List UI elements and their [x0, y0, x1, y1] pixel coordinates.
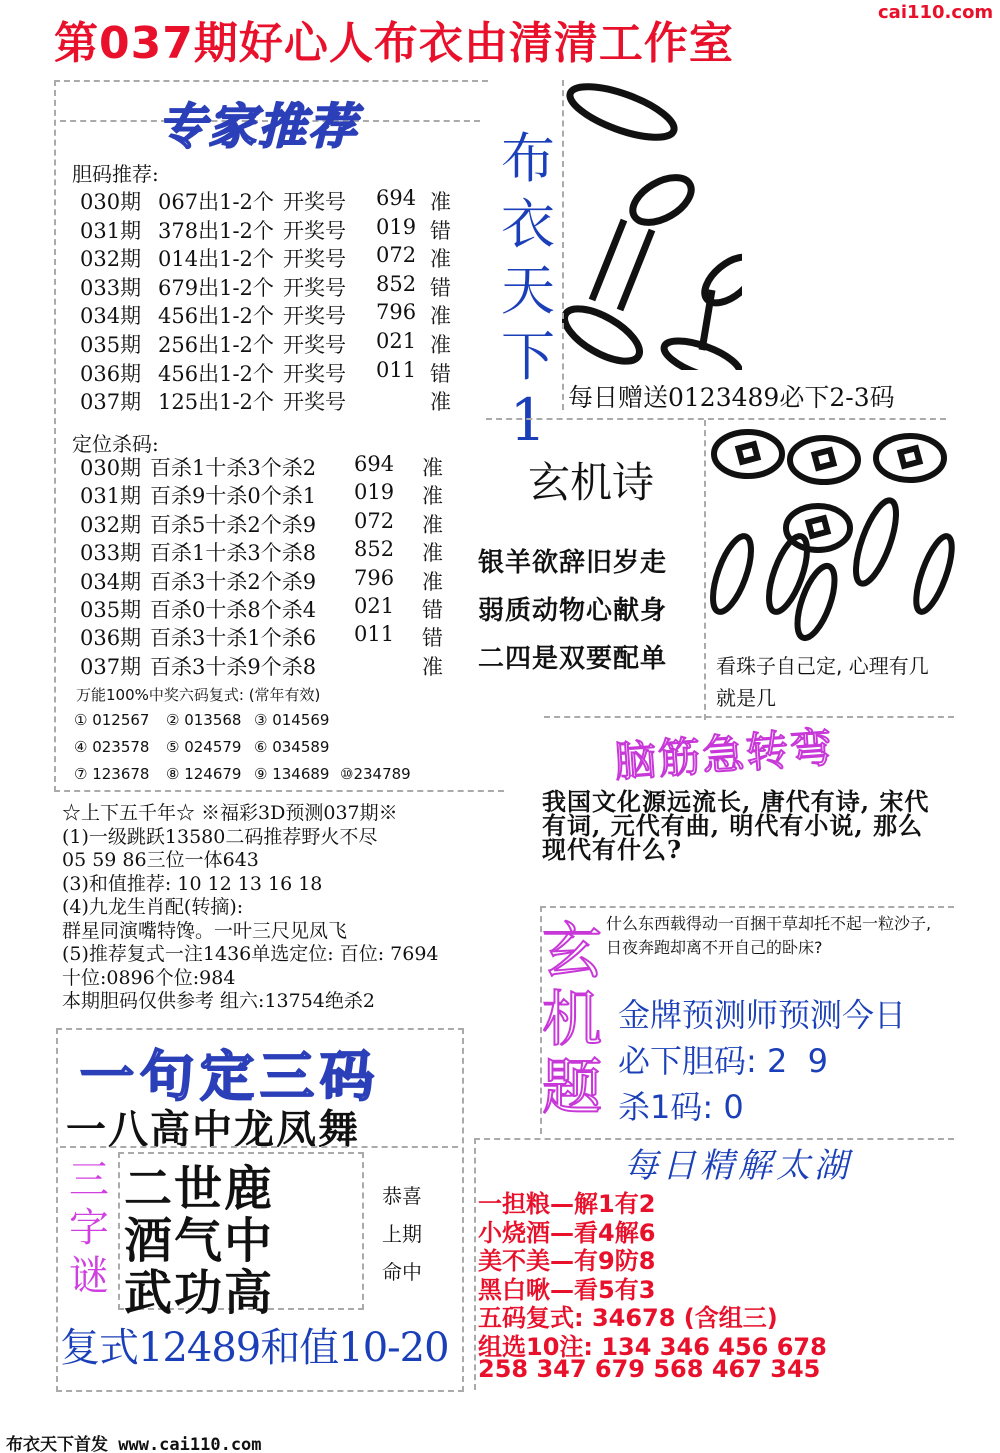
beads-underline [544, 716, 954, 718]
six-combo: ③ 014569 [254, 711, 330, 729]
forecast-line: 05 59 86三位一体643 [62, 849, 259, 871]
forecast-line: 本期胆码仅供参考 组六:13754绝杀2 [62, 990, 375, 1012]
dan-period: 037期 [80, 390, 142, 415]
sanzi-label [62, 1156, 116, 1300]
forecast-line: (3)和值推荐: 10 12 13 16 18 [62, 872, 323, 895]
dan-period: 031期 [80, 218, 142, 243]
six-label: 万能100%中奖六码复式: (常年有效) [76, 686, 321, 704]
dan-result: 019 [376, 214, 417, 239]
kill-period: 033期 [80, 541, 142, 566]
taihu-heading: 每日精解太湖 [624, 1146, 852, 1186]
dan-result: 852 [376, 271, 417, 296]
dan-tag: 开奖号 [283, 247, 346, 272]
kill-period: 034期 [80, 569, 142, 594]
taihu-line: 组选10注: 134 346 456 678 [478, 1332, 827, 1361]
dan-status: 准 [430, 190, 451, 214]
dan-result: 011 [376, 357, 417, 382]
dan-pick: 456出1-2个 [158, 304, 274, 329]
riddle-text: 什么东西载得动一百捆干草却托不起一粒沙子, 日夜奔跑却离不开自己的卧床? [606, 914, 932, 957]
dan-period: 030期 [80, 190, 142, 214]
brain-heading: 脑筋急转弯 [612, 722, 836, 787]
dan-pick: 679出1-2个 [158, 275, 274, 300]
dan-tag: 开奖号 [283, 275, 346, 300]
fushi-text: 复式12489和值10-20 [60, 1325, 449, 1371]
riddle-vertical-label [542, 918, 602, 1122]
beads-text: 看珠子自己定, 心理有几就是几 [716, 654, 929, 710]
dan-period: 036期 [80, 361, 142, 386]
kill-period: 037期 [80, 654, 142, 679]
dan-pick: 456出1-2个 [158, 361, 274, 386]
brain-text: 我国文化源远流长, 唐代有诗, 宋代有词, 元代有曲, 明代有小说, 那么现代有什么? [542, 787, 930, 864]
kill-period: 036期 [80, 626, 142, 651]
buyi-char: 天 [501, 259, 555, 322]
kill-status: 准 [422, 654, 443, 679]
dan-status: 准 [430, 247, 451, 272]
buyi-number: 1 [509, 386, 547, 454]
kill-result: 852 [354, 537, 395, 562]
six-combo: ① 012567 [74, 711, 150, 729]
kill-pick: 百杀3十杀1个杀6 [150, 626, 317, 651]
forecast-line: (4)九龙生肖配(转摘): [62, 896, 244, 918]
kill-status: 准 [422, 569, 443, 594]
sanzi-line: 酒气中 [124, 1213, 275, 1269]
daily-gift-text: 每日赠送0123489必下2-3码 [568, 383, 895, 412]
kill-result: 796 [354, 565, 395, 590]
gold-line-2: 必下胆码: 2 9 [618, 1042, 829, 1080]
kill-pick: 百杀1十杀3个杀2 [150, 456, 317, 480]
six-combo: ⑦ 123678 [74, 765, 150, 783]
sanzi-label-char: 谜 [69, 1253, 109, 1299]
buyi-char: 布 [501, 127, 555, 190]
expert-heading: 专家推荐 [158, 99, 359, 155]
dan-tag: 开奖号 [283, 218, 346, 243]
kill-period: 032期 [80, 512, 142, 537]
dan-label: 胆码推荐: [72, 162, 159, 186]
kill-period: 030期 [80, 456, 142, 480]
poem-line: 弱质动物心献身 [478, 596, 668, 626]
forecast-line: ☆上下五千年☆ ※福彩3D预测037期※ [62, 802, 398, 824]
six-combo: ② 013568 [166, 711, 242, 729]
kill-pick: 百杀3十杀9个杀8 [150, 654, 317, 679]
dan-tag: 开奖号 [283, 190, 346, 214]
top-right-frame [562, 80, 565, 410]
gold-line-3: 杀1码: 0 [618, 1088, 744, 1126]
dan-tag: 开奖号 [283, 304, 346, 329]
dan-pick: 378出1-2个 [158, 218, 274, 243]
forecast-line: (1)一级跳跃13580二码推荐野火不尽 [62, 825, 378, 848]
riddle-char: 题 [542, 1053, 602, 1123]
forecast-frame [54, 790, 504, 792]
dan-tag: 开奖号 [283, 361, 346, 386]
dan-status: 准 [430, 304, 451, 329]
buyi-vertical-label [494, 126, 562, 454]
buyi-char: 衣 [501, 193, 555, 256]
sanzi-line: 二世鹿 [124, 1161, 275, 1217]
dan-tag: 开奖号 [283, 333, 346, 357]
forecast-line: (5)推荐复式一注1436单选定位: 百位: 7694 [62, 943, 439, 965]
kill-result: 072 [354, 508, 395, 533]
kill-status: 错 [422, 598, 443, 622]
dan-pick: 125出1-2个 [158, 390, 274, 415]
six-combo: ⑨ 134689 [254, 765, 330, 783]
kill-pick: 百杀3十杀2个杀9 [150, 569, 317, 594]
dan-pick: 014出1-2个 [158, 247, 274, 272]
poem-line: 二四是双要配单 [478, 644, 668, 674]
sanzi-note-line: 命中 [382, 1260, 422, 1284]
dan-result: 796 [376, 300, 417, 325]
buyi-char: 下 [501, 325, 555, 388]
taihu-line: 小烧酒—看4解6 [478, 1218, 656, 1247]
yiju-phrase: 一八高中龙凤舞 [66, 1107, 360, 1153]
forecast-line: 十位:0896个位:984 [62, 966, 236, 989]
dan-status: 错 [430, 218, 451, 243]
kill-status: 准 [422, 484, 443, 509]
dan-pick: 256出1-2个 [158, 333, 274, 357]
kill-pick: 百杀1十杀3个杀8 [150, 541, 317, 566]
kill-result: 019 [354, 480, 395, 505]
kill-status: 准 [422, 512, 443, 537]
riddle-char: 机 [542, 985, 602, 1055]
kill-result: 011 [354, 622, 395, 647]
poem-line: 银羊欲辞旧岁走 [478, 548, 668, 578]
kill-period: 031期 [80, 484, 142, 509]
six-combo: ⑩234789 [340, 765, 411, 783]
kill-status: 错 [422, 626, 443, 651]
taihu-line: 五码复式: 34678 (含组三) [478, 1304, 778, 1332]
six-combo: ⑧ 124679 [166, 765, 242, 783]
yiju-heading: 一句定三码 [80, 1045, 380, 1108]
poem-heading: 玄机诗 [528, 458, 655, 507]
kill-result: 694 [354, 452, 395, 476]
dan-status: 错 [430, 275, 451, 300]
sanzi-line: 武功高 [124, 1265, 275, 1321]
kill-status: 准 [422, 541, 443, 566]
six-combo: ⑥ 034589 [254, 738, 330, 756]
dan-result: 694 [376, 186, 417, 210]
kill-status: 准 [422, 456, 443, 480]
sanzi-note-line: 上期 [382, 1222, 422, 1246]
dan-period: 035期 [80, 333, 142, 357]
dan-pick: 067出1-2个 [158, 190, 274, 214]
beads-illustration-top [562, 80, 742, 370]
dan-period: 034期 [80, 304, 142, 329]
kill-pick: 百杀9十杀0个杀1 [150, 484, 317, 509]
sanzi-label-char: 三 [69, 1157, 109, 1203]
gold-line-1: 金牌预测师预测今日 [618, 996, 907, 1034]
footer-text: 布衣天下首发 www.cai110.com [6, 1435, 262, 1453]
page-title: 第037期好心人布衣由清清工作室 [54, 18, 734, 69]
kill-pick: 百杀5十杀2个杀9 [150, 512, 317, 537]
six-combo: ⑤ 024579 [166, 738, 242, 756]
kill-label: 定位杀码: [72, 432, 159, 456]
dan-result: 021 [376, 329, 417, 353]
dan-status: 准 [430, 333, 451, 357]
dan-result: 072 [376, 243, 417, 268]
dan-status: 错 [430, 361, 451, 386]
beads-illustration-coins [706, 424, 956, 642]
taihu-line: 黑白啾—看5有3 [478, 1275, 656, 1304]
kill-pick: 百杀0十杀8个杀4 [150, 598, 317, 622]
yiju-divider [60, 1146, 458, 1148]
kill-result: 021 [354, 594, 395, 618]
taihu-line: 美不美—有9防8 [478, 1247, 656, 1275]
sanzi-label-char: 字 [69, 1205, 109, 1251]
dan-status: 准 [430, 390, 451, 415]
riddle-char: 玄 [542, 917, 602, 987]
sanzi-note-line: 恭喜 [382, 1184, 422, 1208]
dan-tag: 开奖号 [283, 390, 346, 415]
kill-period: 035期 [80, 598, 142, 622]
six-combo: ④ 023578 [74, 738, 150, 756]
forecast-line: 群星同演嘴特馋。一叶三尺见凤飞 [62, 919, 348, 942]
site-url[interactable]: cai110.com [878, 2, 994, 23]
taihu-line: 一担粮—解1有2 [478, 1190, 656, 1218]
taihu-line: 258 347 679 568 467 345 [478, 1355, 821, 1383]
dan-period: 033期 [80, 275, 142, 300]
dan-period: 032期 [80, 247, 142, 272]
daily-gift-underline [486, 418, 946, 420]
